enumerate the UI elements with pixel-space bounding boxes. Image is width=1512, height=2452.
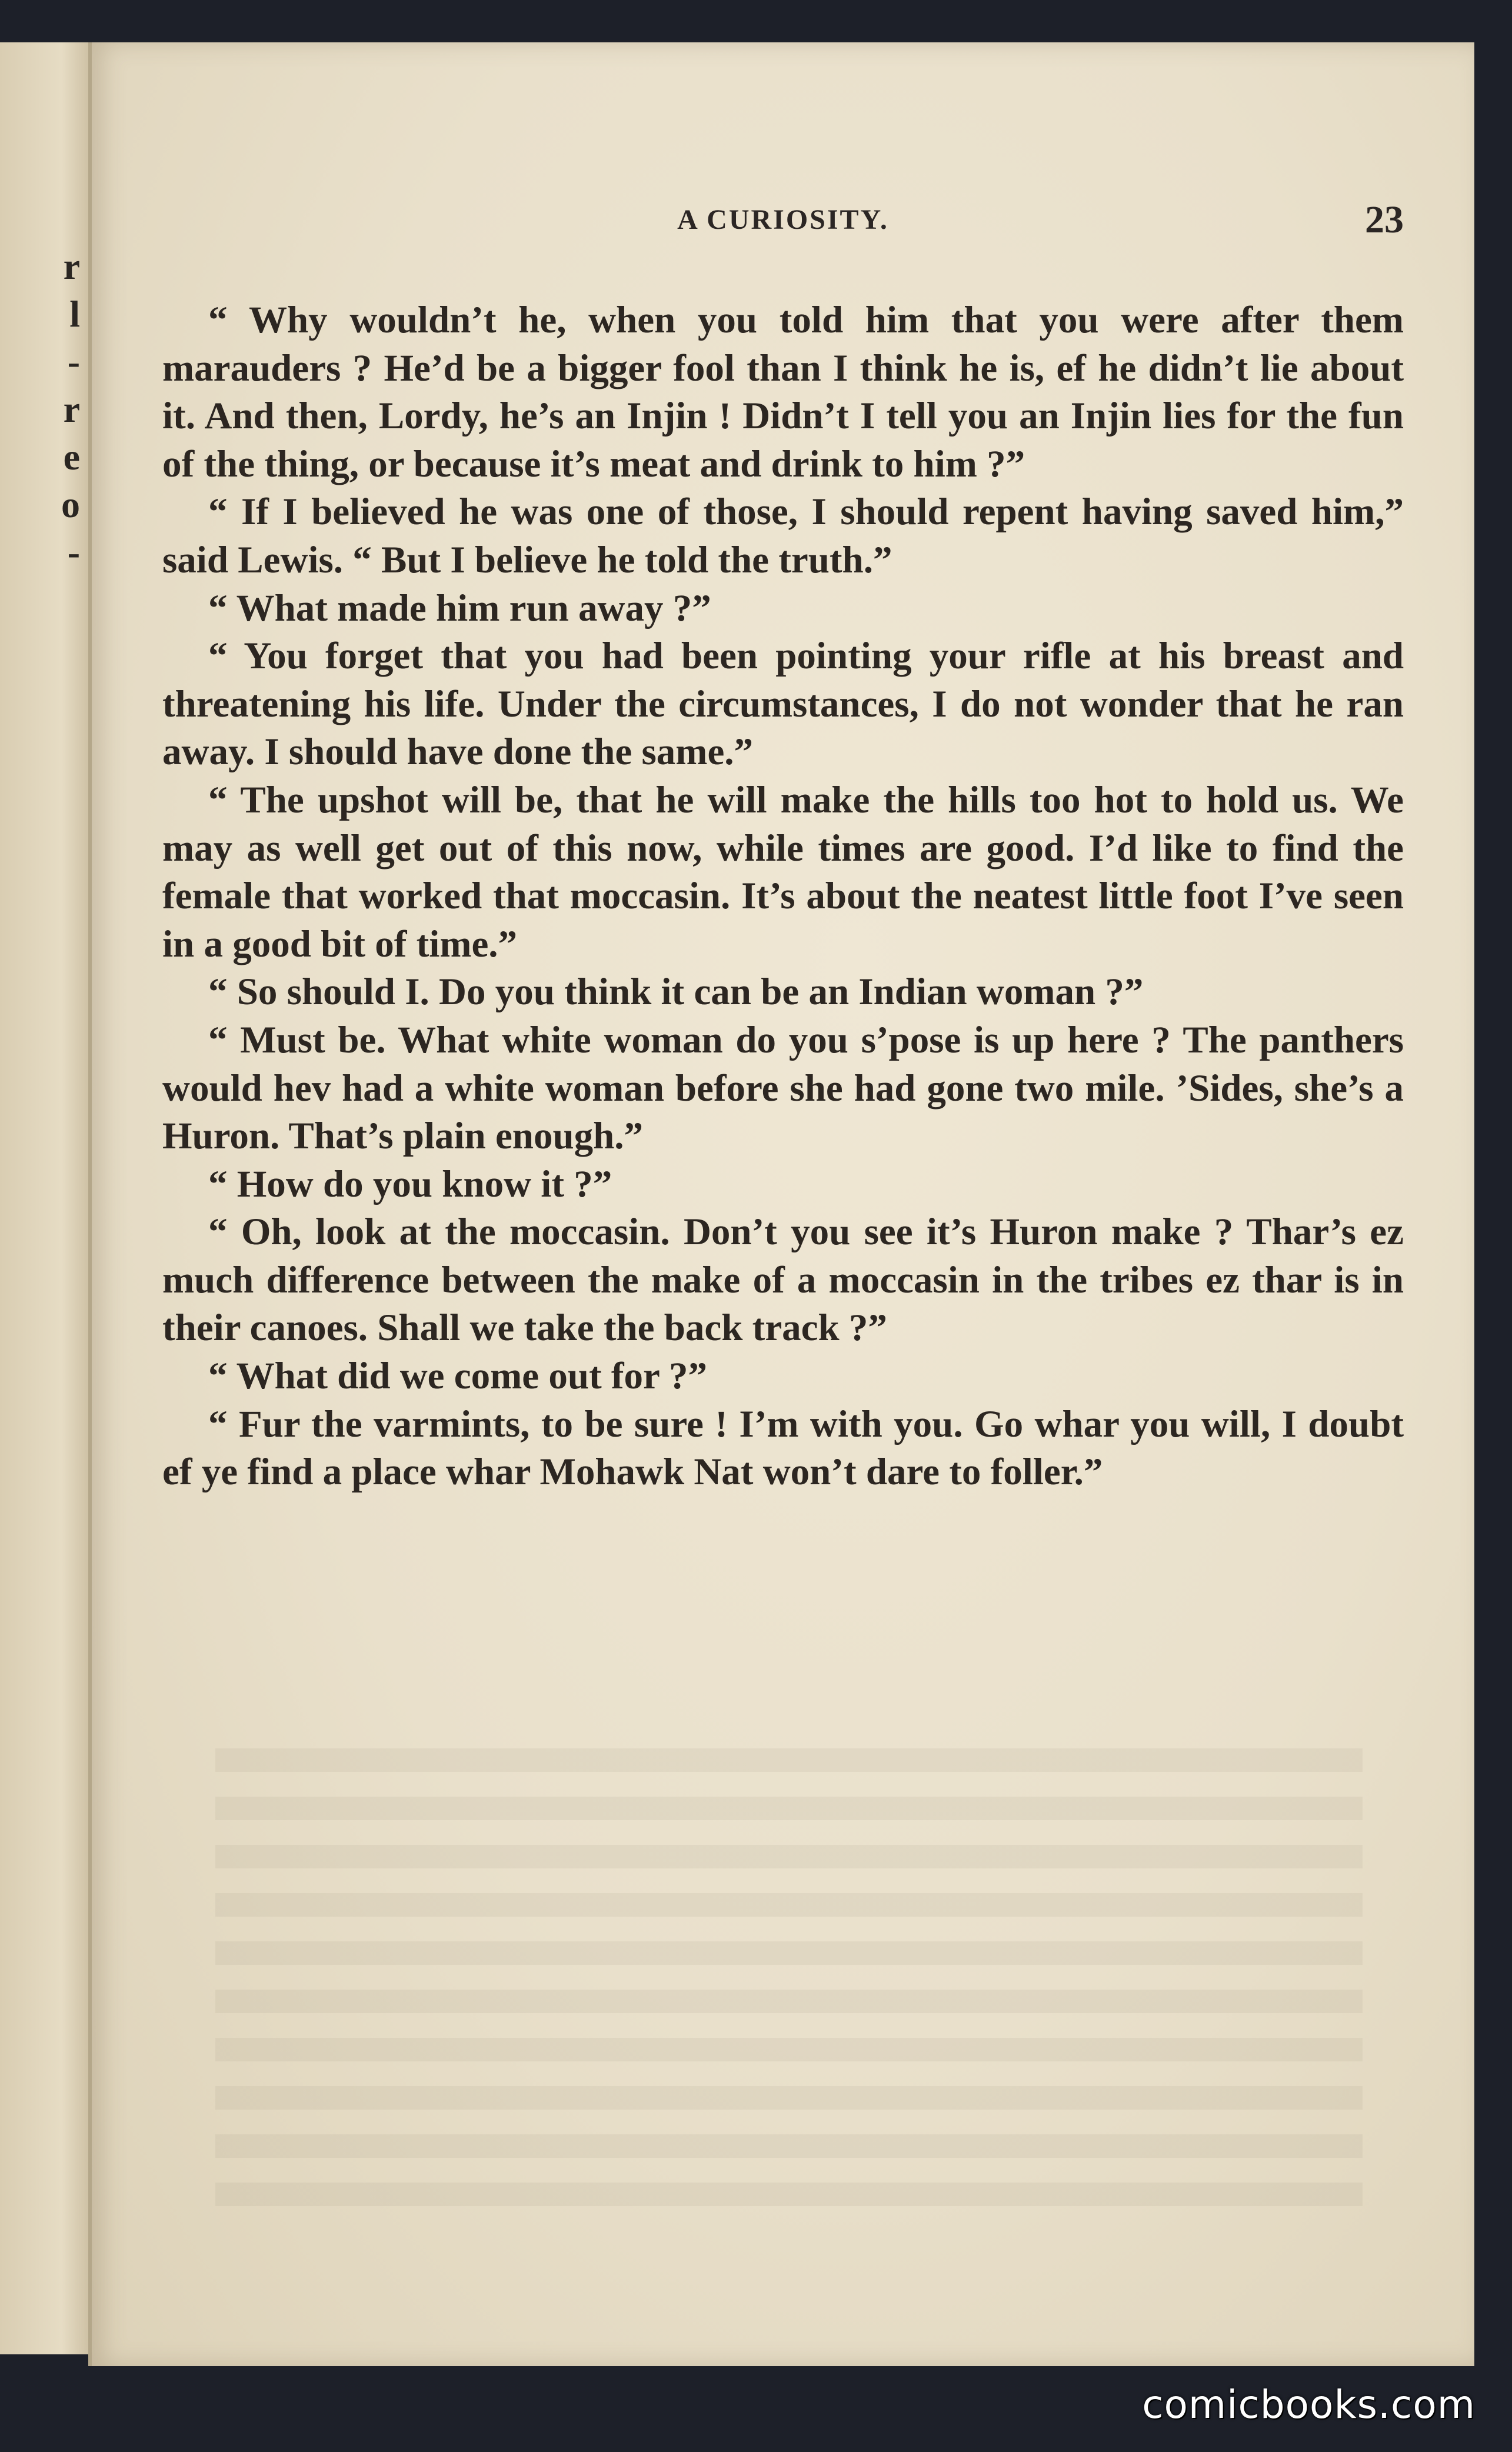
left-fragment: r [63, 245, 80, 287]
left-fragment: r [63, 388, 80, 430]
page-header [162, 200, 1404, 247]
site-watermark: comicbooks.com [1142, 2382, 1476, 2427]
paragraph: “ The upshot will be, that he will make the hills too hot to hold us. We may as well get out of this now, while times are good. I’d like to find the female that worked that moccasin. It’s about the neatest little foot I’ve seen in a good bit of time.” [162, 778, 1404, 965]
left-fragment: l [69, 293, 80, 335]
page-number: 23 [1365, 198, 1404, 241]
left-fragment: e [63, 436, 80, 478]
paragraph: “ So should I. Do you think it can be an Indian woman ?” [208, 971, 1144, 1014]
paragraph: “ What did we come out for ?” [208, 1355, 707, 1398]
paragraph: “ Must be. What white woman do you s’pose is up here ? The panthers would hev had a white woman before she had gone two mile. ’Sides, she’s a Huron. That’s plain enough.” [162, 1018, 1404, 1158]
show-through-text [215, 1748, 1363, 2219]
paragraph: “ How do you know it ?” [208, 1162, 612, 1205]
left-fragment: - [67, 341, 80, 382]
paragraph: “ Why wouldn’t he, when you told him that you were after them marauders ? He’d be a bigger fool than I think he is, ef he didn’t lie about it. And then, Lordy, he’s an Injin ! Didn’t I tell you an Injin lies for the fun of the thing, or because it’s meat and drink to him ?” [162, 299, 1404, 485]
book-page [88, 42, 1474, 2366]
paragraph: “ If I believed he was one of those, I should repent having saved him,” said Lewis. “ But I believe he told the truth.” [162, 491, 1404, 581]
paragraph: “ You forget that you had been pointing your rifle at his breast and threatening his life. Under the circumstances, I do not wonder that he ran away. I should have done the same.” [162, 635, 1404, 774]
left-fragment: - [67, 531, 80, 573]
left-page-edge [0, 42, 90, 2354]
paragraph: “ Fur the varmints, to be sure ! I’m with you. Go whar you will, I doubt ef ye find a place whar Mohawk Nat won’t dare to foller.” [162, 1402, 1404, 1494]
running-head: A CURIOSITY. [677, 204, 889, 235]
left-page-text-fragments [56, 242, 80, 576]
paragraph: “ Oh, look at the moccasin. Don’t you see it’s Huron make ? Thar’s ez much difference between the make of a moccasin in the tribes ez thar is in their canoes. Shall we take the back track ?” [162, 1211, 1404, 1350]
body-text [162, 296, 1404, 1497]
left-fragment: o [61, 484, 80, 525]
paragraph: “ What made him run away ?” [208, 587, 711, 629]
